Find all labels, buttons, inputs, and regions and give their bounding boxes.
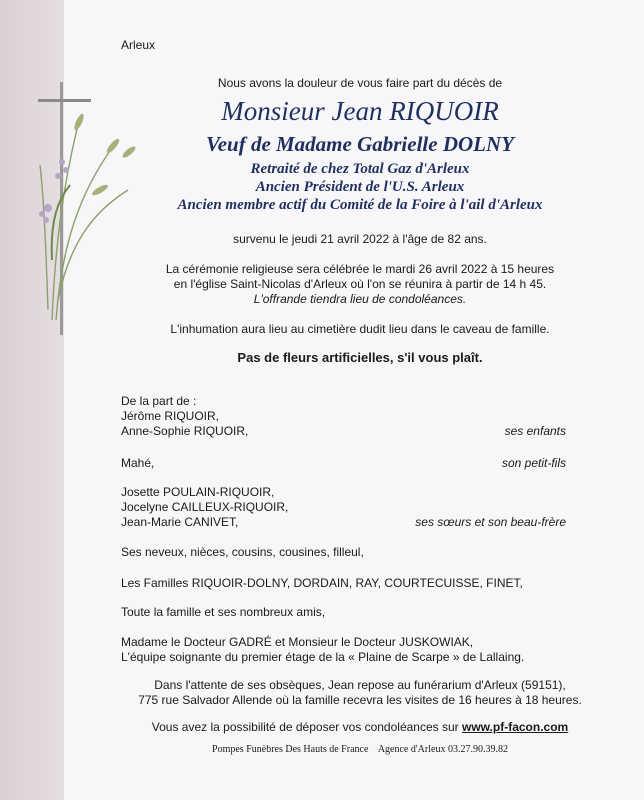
town-name: Arleux bbox=[121, 38, 156, 52]
family-member bbox=[121, 424, 566, 439]
funeral-home-block bbox=[80, 678, 640, 708]
relation-label: ses enfants bbox=[504, 424, 566, 438]
family-member bbox=[121, 456, 566, 471]
family-member: Josette POULAIN-RIQUOIR, bbox=[121, 485, 275, 499]
role-line: Retraité de chez Total Gaz d'Arleux bbox=[250, 161, 470, 177]
relation-label: ses sœurs et son beau-frère bbox=[415, 515, 566, 529]
ceremony-line: en l'église Saint-Nicolas d'Arleux où l'on se réunira à partir de 14 h 45. bbox=[173, 277, 547, 291]
from-label: De la part de : bbox=[121, 394, 197, 408]
ceremony-block bbox=[80, 262, 640, 307]
ceremony-line: La cérémonie religieuse sera célébrée le mardi 26 avril 2022 à 15 heures bbox=[165, 262, 555, 276]
family-member: Jocelyne CAILLEUX-RIQUOIR, bbox=[121, 500, 289, 514]
family-member: Jérôme RIQUOIR, bbox=[121, 409, 220, 423]
rest-line: 775 rue Salvador Allende où la famille recevra les visites de 16 heures à 18 heures. bbox=[138, 693, 582, 707]
family-member-name: Anne-Sophie RIQUOIR, bbox=[121, 424, 249, 438]
family-member-name: Mahé, bbox=[121, 456, 155, 470]
role-line: Ancien Président de l'U.S. Arleux bbox=[255, 179, 465, 195]
death-date: survenu le jeudi 21 avril 2022 à l'âge de 82 ans. bbox=[233, 232, 487, 246]
rest-line: Dans l'attente de ses obsèques, Jean repose au funérarium d'Arleux (59151), bbox=[154, 678, 566, 692]
family-children bbox=[121, 394, 566, 439]
condolences-line bbox=[80, 720, 640, 735]
families-line bbox=[121, 576, 566, 591]
family-member-name: Jean-Marie CANIVET, bbox=[121, 515, 239, 529]
family-line: Toute la famille et ses nombreux amis, bbox=[121, 605, 326, 619]
intro-text: Nous avons la douleur de vous faire part du décès de bbox=[217, 76, 503, 90]
family-line: Madame le Docteur GADRÉ et Monsieur le Docteur JUSKOWIAK, bbox=[121, 635, 474, 649]
widow-of: Veuf de Madame Gabrielle DOLNY bbox=[206, 132, 514, 156]
offering-note: L'offrande tiendra lieu de condoléances. bbox=[253, 292, 467, 306]
condolences-text: Vous avez la possibilité de déposer vos condoléances sur bbox=[151, 720, 459, 734]
burial-text: L'inhumation aura lieu au cimetière dudit lieu dans le caveau de famille. bbox=[170, 322, 550, 336]
all-family-line bbox=[121, 605, 566, 620]
family-siblings bbox=[121, 485, 566, 530]
relation-label: son petit-fils bbox=[501, 456, 566, 470]
website-link[interactable]: www.pf-facon.com bbox=[461, 720, 569, 734]
roles-block bbox=[80, 160, 640, 214]
family-line: L'équipe soignante du premier étage de la « Plaine de Scarpe » de Lallaing. bbox=[121, 650, 525, 664]
deceased-name: Monsieur Jean RIQUOIR bbox=[221, 96, 499, 126]
role-line: Ancien membre actif du Comité de la Foire à l'ail d'Arleux bbox=[177, 197, 543, 213]
medical-thanks bbox=[121, 635, 566, 665]
family-line: Les Familles RIQUOIR-DOLNY, DORDAIN, RAY, COURTECUISSE, FINET, bbox=[121, 576, 523, 590]
nephews-line bbox=[121, 545, 566, 560]
flowers-notice: Pas de fleurs artificielles, s'il vous plaît. bbox=[237, 350, 483, 365]
footer-agency: Pompes Funèbres Des Hauts de France Agence d'Arleux 03.27.90.39.82 bbox=[212, 744, 508, 755]
family-member bbox=[121, 515, 566, 530]
family-grandson bbox=[121, 456, 566, 471]
family-line: Ses neveux, nièces, cousins, cousines, filleul, bbox=[121, 545, 364, 559]
